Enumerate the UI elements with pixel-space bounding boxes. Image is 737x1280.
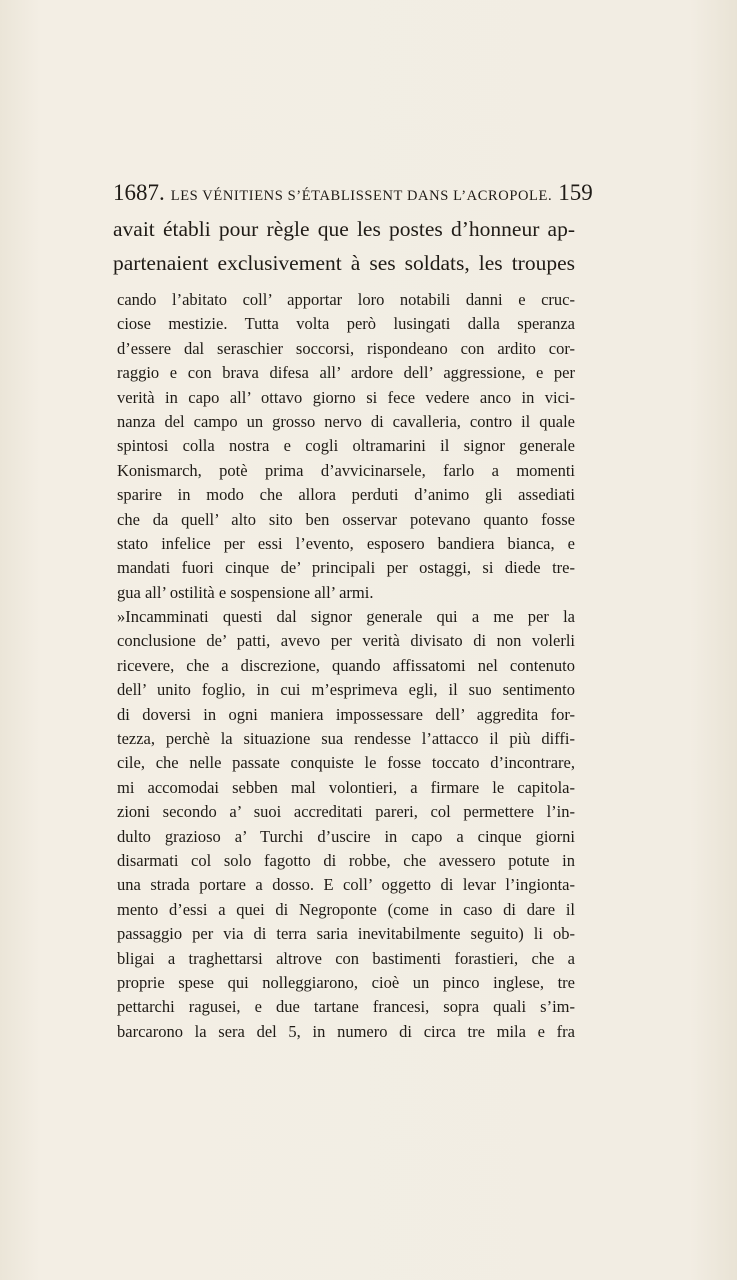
- main-text: [113, 212, 575, 280]
- quote-line: dulto grazioso a’ Turchi d’uscire in capo a cinque giorni: [117, 826, 575, 846]
- header-title: LES VÉNITIENS S’ÉTABLISSENT DANS L’ACROPOLE.: [170, 188, 553, 204]
- quote-line: una strada portare a dosso. E coll’ oggetto di levar l’ingionta-: [117, 875, 575, 895]
- quote-line: conclusione de’ patti, avevo per verità divisato di non volerli: [117, 631, 575, 651]
- quote-line: sparire in modo che allora perduti d’animo gli assediati: [117, 485, 575, 505]
- quote-line: verità in capo all’ ottavo giorno si fece vedere anco in vici-: [117, 387, 575, 407]
- quote-line: cile, che nelle passate conquiste le fosse toccato d’incontrare,: [117, 753, 575, 773]
- quote-line: disarmati col solo fagotto di robbe, che avessero potute in: [117, 850, 575, 870]
- quote-line: zioni secondo a’ suoi accreditati pareri, col permettere l’in-: [117, 802, 575, 822]
- main-text-line: partenaient exclusivement à ses soldats, les troupes: [113, 251, 575, 275]
- quote-line: bligai a traghettarsi altrove con bastimenti forastieri, che a: [117, 948, 575, 968]
- quote-line: cando l’abitato coll’ apportar loro notabili danni e cruc-: [117, 290, 575, 309]
- quote-line: passaggio per via di terra saria inevitabilmente seguito) li ob-: [117, 924, 575, 944]
- quote-line: tezza, perchè la situazione sua rendesse l’attacco il più diffi-: [117, 729, 575, 749]
- quote-line: proprie spese qui nolleggiarono, cioè un pinco inglese, tre: [117, 972, 575, 992]
- quote-line: ciose mestizie. Tutta volta però lusingati dalla speranza: [117, 314, 575, 334]
- quote-line: mandati fuori cinque de’ principali per ostaggi, si diede tre-: [117, 558, 575, 578]
- header-year: 1687.: [113, 180, 165, 205]
- quote-line: »Incamminati questi dal signor generale qui a me per la: [117, 607, 575, 627]
- page-number: 159: [558, 180, 593, 205]
- quote-line: gua all’ ostilità e sospensione all’ armi.: [117, 582, 374, 602]
- running-header: [113, 180, 593, 214]
- quote-line: barcarono la sera del 5, in numero di circa tre mila e fra: [117, 1021, 575, 1041]
- quote-line: spintosi colla nostra e cogli oltramarini il signor generale: [117, 436, 575, 456]
- quote-line: che da quell’ alto sito ben osservar potevano quanto fosse: [117, 509, 575, 529]
- quote-line: stato infelice per essi l’evento, esposero bandiera bianca, e: [117, 533, 575, 553]
- quote-line: mento d’essi a quei di Negroponte (come in caso di dare il: [117, 899, 575, 919]
- quoted-letter: [117, 288, 575, 1044]
- quote-line: dell’ unito foglio, in cui m’esprimeva egli, il suo sentimento: [117, 680, 575, 700]
- quote-line: raggio e con brava difesa all’ ardore dell’ aggressione, e per: [117, 363, 575, 383]
- quote-line: mi accomodai sebben mal volontieri, a firmare le capitola-: [117, 777, 575, 797]
- quote-line: pettarchi ragusei, e due tartane francesi, sopra quali s’im-: [117, 997, 575, 1017]
- quote-line: d’essere dal seraschier soccorsi, rispondeano con ardito cor-: [117, 338, 575, 358]
- quote-line: ricevere, che a discrezione, quando affissatomi nel contenuto: [117, 655, 575, 675]
- quote-line: nanza del campo un grosso nervo di cavalleria, contro il quale: [117, 411, 575, 431]
- quote-line: di doversi in ogni maniera impossessare dell’ aggredita for-: [117, 704, 575, 724]
- quote-line: Konismarch, potè prima d’avvicinarsele, farlo a momenti: [117, 460, 575, 480]
- main-text-line: avait établi pour règle que les postes d’honneur ap-: [113, 217, 575, 241]
